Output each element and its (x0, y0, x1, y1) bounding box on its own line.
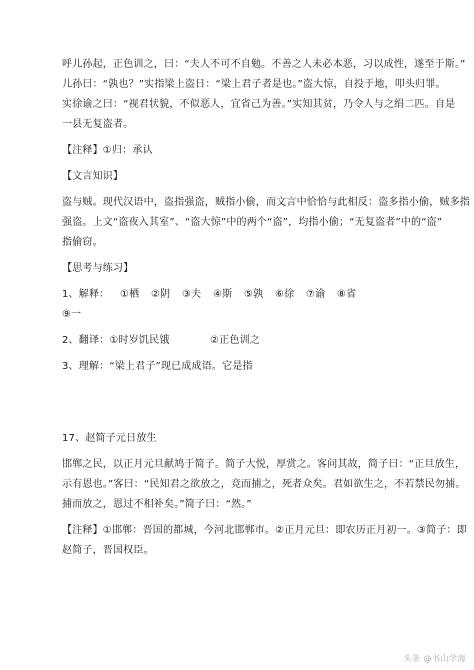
vocab-item: ③夫 (182, 289, 202, 300)
note-line: 赵简子，晋国权臣。 (62, 545, 154, 556)
note-line: 【注释】①邯郸：晋国的都城，今河北邯郸市。②正月元旦：即农历正月初一。③简子：即 (62, 525, 467, 536)
paragraph-line: 邯郸之民，以正月元旦献鸠于简子。简子大悦，厚赏之。客问其故，简子曰：“正旦放生， (62, 459, 466, 470)
question-text: 2、翻译：①时岁饥民饿 (62, 335, 170, 346)
vocab-item: ②阴 (151, 289, 171, 300)
question-text: ②正色训之 (210, 335, 260, 346)
paragraph-line: 指偷窃。 (62, 237, 103, 248)
section-heading: 【文言知识】 (62, 171, 124, 182)
vocab-item: ⑨一 (62, 309, 82, 320)
paragraph-line: 儿孙曰：“孰也？”实指梁上盗日：“梁上君子者是也。”盗大惊，自投于地，叩头归罪。 (62, 79, 446, 90)
paragraph-line: 呼儿孙起，正色训之，曰：“夫人不可不自勉。不善之人未必本恶，习以成性，遂至于斯。” (62, 59, 466, 70)
paragraph-line: 示有恩也。”客曰：“民知君之欲放之，竞而捕之，死者众矣。君如欲生之，不若禁民勿捕。 (62, 479, 466, 490)
story-title: 17、赵简子元日放生 (62, 433, 157, 444)
paragraph-line: 实徐谕之曰：“视君状貌，不似恶人，宜省己为善。”实知其贫，乃令人与之绢二匹。自是 (62, 99, 456, 110)
vocab-item: ④斯 (213, 289, 233, 300)
exercise-question-3: 3、理解：“梁上君子”现已成成语。它是指 (62, 361, 253, 372)
paragraph-line: 强盗。上文“盗夜入其室”、“盗大惊”中的两个“盗”，均指小偷；“无复盗者”中的“盗” (62, 217, 443, 228)
vocab-item: ①栖 (120, 289, 140, 300)
paragraph-line: 盗与贼。现代汉语中，盗指强盗，贼指小偷，而文言中恰恰与此相反：盗多指小偷，贼多指 (62, 197, 470, 208)
section-heading: 【思考与练习】 (62, 263, 134, 274)
question-prefix: 1、解释： (62, 289, 110, 300)
watermark: 头条 @书山学海 (403, 654, 466, 663)
vocab-item: ⑤孰 (244, 289, 264, 300)
document-page (62, 58, 470, 558)
vocab-item: ⑦谕 (306, 289, 326, 300)
paragraph-line: 一县无复盗者。 (62, 119, 134, 130)
note-label: 【注释】①归：承认 (62, 145, 153, 156)
exercise-question-2 (62, 334, 422, 348)
paragraph-line: 捕而放之，恩过不相补矣。”简子曰：“然。” (62, 499, 252, 510)
vocab-item: ⑧省 (337, 289, 357, 300)
vocab-item: ⑥徐 (275, 289, 295, 300)
exercise-question-1 (62, 288, 422, 302)
